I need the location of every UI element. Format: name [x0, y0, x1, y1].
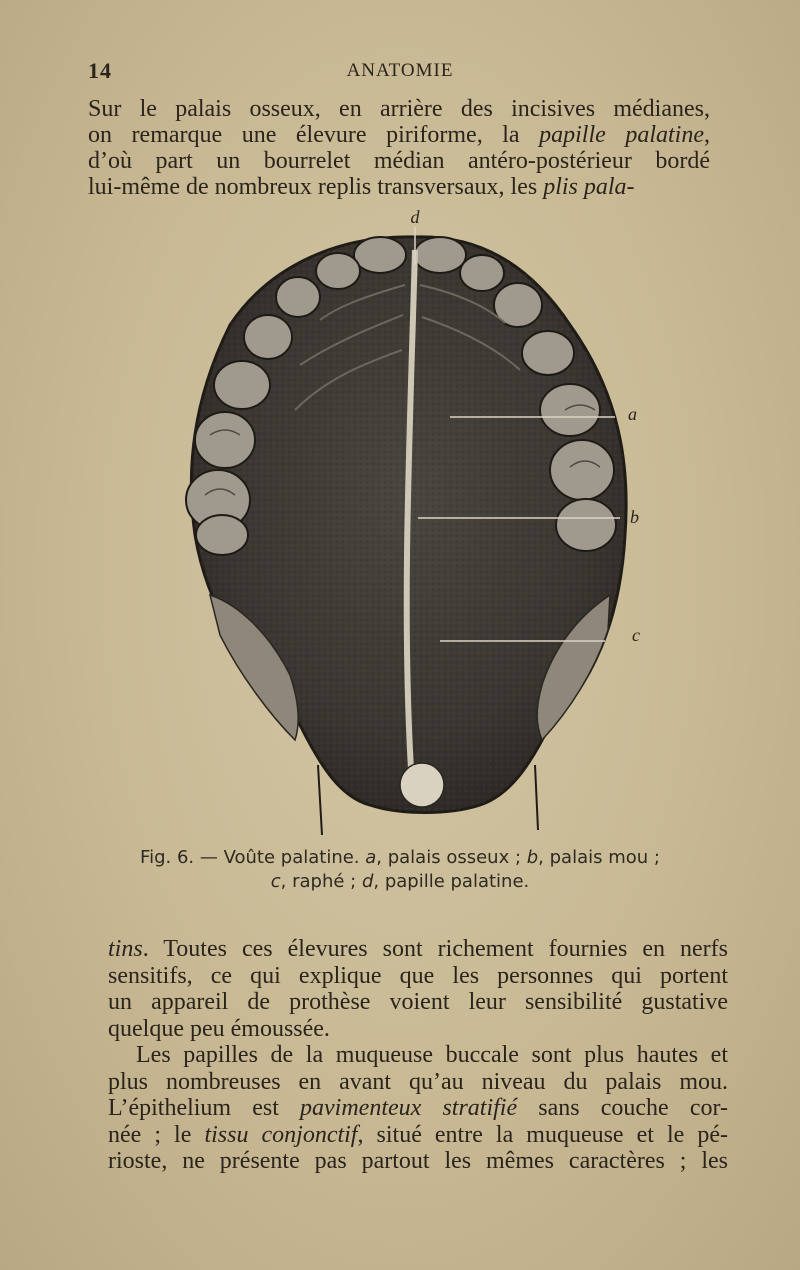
paragraph-line: née ; le tissu conjonctif, situé entre la muqueuse et le pé-	[108, 1121, 729, 1148]
label-a: a	[628, 404, 637, 424]
papilla	[400, 763, 444, 807]
paragraph-line: plus nombreuses en avant qu’au niveau du palais mou.	[108, 1068, 728, 1095]
page-number: 14	[88, 58, 112, 83]
paragraph-line: lui-même de nombreux replis transversaux, les plis pala-	[88, 174, 635, 200]
label-c: c	[632, 625, 640, 645]
palate-engraving	[150, 205, 650, 845]
figure-caption	[100, 846, 700, 894]
paragraph-line: on remarque une élevure piriforme, la papille palatine,	[88, 122, 711, 148]
label-b: b	[630, 507, 639, 527]
paragraph-line: rioste, ne présente pas partout les mêmes caractères ; les	[108, 1148, 728, 1174]
paragraph-line: L’épithelium est pavimenteux stratifié sans couche cor-	[108, 1095, 728, 1121]
paragraph-1	[88, 96, 710, 200]
caption-line-2: c, raphé ; d, papille palatine.	[270, 871, 530, 892]
paragraph-line: d’où part un bourrelet médian antéro-postérieur bordé	[88, 148, 710, 174]
paragraph-2	[108, 936, 728, 1175]
paragraph-line: Les papilles de la muqueuse buccale sont plus hautes et	[136, 1042, 728, 1068]
paragraph-line: quelque peu émoussée.	[108, 1015, 330, 1042]
label-d: d	[410, 207, 420, 227]
paragraph-line: un appareil de prothèse voient leur sensibilité gustative	[108, 989, 728, 1015]
caption-line-1: Fig. 6. — Voûte palatine. a, palais osseux ; b, palais mou ;	[140, 847, 660, 868]
paragraph-line: sensitifs, ce qui explique que les personnes qui portent	[108, 962, 728, 989]
palate-figure	[150, 205, 650, 845]
paragraph-line: Sur le palais osseux, en arrière des incisives médianes,	[88, 96, 710, 122]
paragraph-line: tins. Toutes ces élevures sont richement fournies en nerfs	[108, 936, 728, 962]
running-head: ANATOMIE	[346, 60, 454, 81]
